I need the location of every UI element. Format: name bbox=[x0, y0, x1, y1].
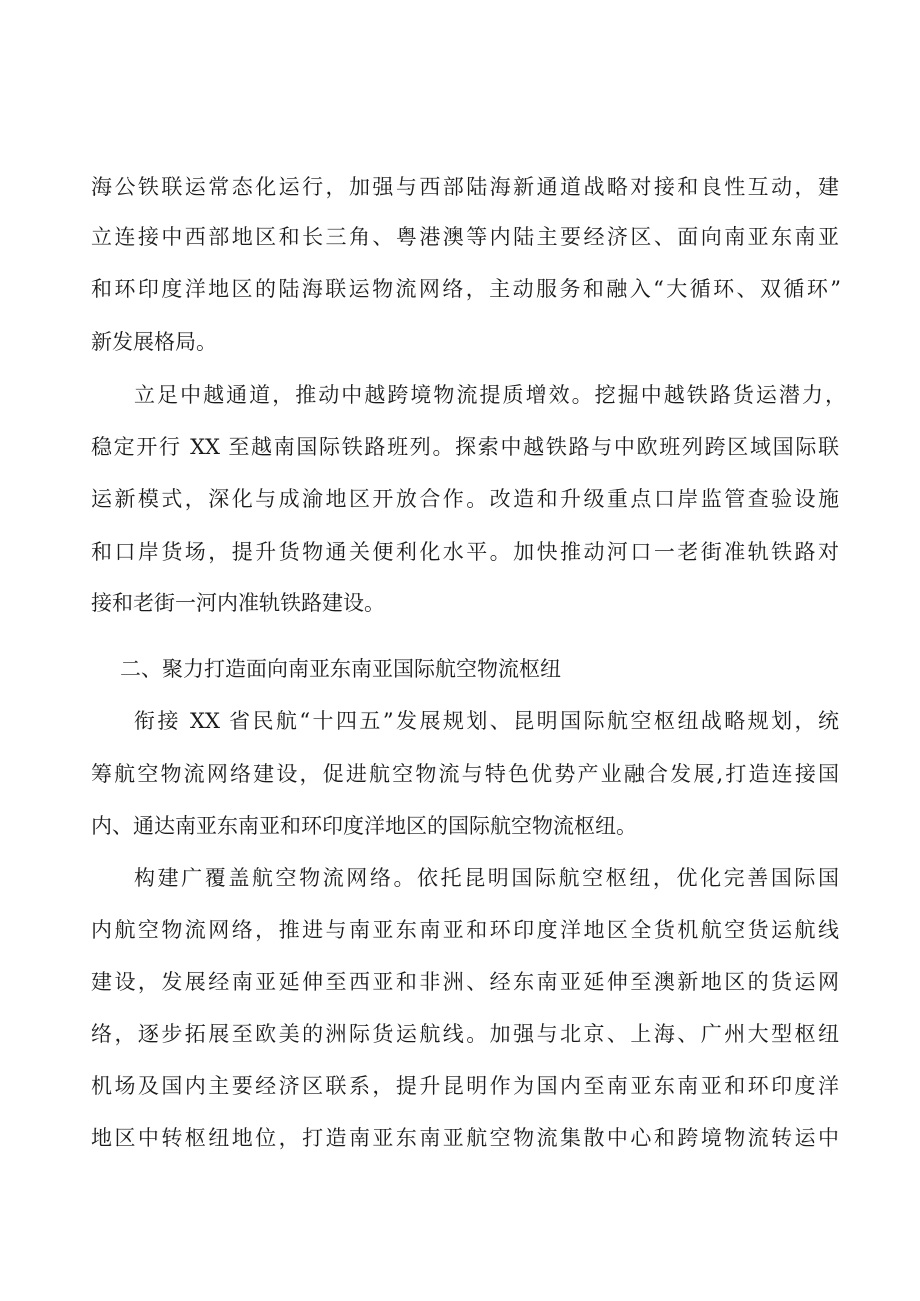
text-line: 地区中转枢纽地位，打造南亚东南亚航空物流集散中心和跨境物流转运中 bbox=[91, 1126, 839, 1150]
text-line: 筹航空物流网络建设，促进航空物流与特色优势产业融合发展,打造连接国 bbox=[91, 762, 839, 786]
text-line: 立连接中西部地区和长三角、粤港澳等内陆主要经济区、面向南亚东南亚 bbox=[91, 225, 839, 249]
text-line: 建设，发展经南亚延伸至西亚和非洲、经东南亚延伸至澳新地区的货运网 bbox=[91, 970, 839, 994]
text-line: 海公铁联运常态化运行，加强与西部陆海新通道战略对接和良性互动，建 bbox=[91, 175, 839, 199]
text-line: 衔接 XX 省民航“十四五”发展规划、昆明国际航空枢纽战略规划，统 bbox=[134, 709, 839, 733]
text-line: 和口岸货场，提升货物通关便利化水平。加快推动河口一老街准轨铁路对 bbox=[91, 540, 839, 564]
text-line: 机场及国内主要经济区联系，提升昆明作为国内至南亚东南亚和环印度洋 bbox=[91, 1074, 839, 1098]
text-line: 内、通达南亚东南亚和环印度洋地区的国际航空物流枢纽。 bbox=[91, 814, 637, 838]
text-line: 和环印度洋地区的陆海联运物流网络，主动服务和融入“大循环、双循环” bbox=[91, 277, 841, 301]
text-line: 内航空物流网络，推进与南亚东南亚和环印度洋地区全货机航空货运航线 bbox=[91, 918, 839, 942]
text-line: 接和老街一河内准轨铁路建设。 bbox=[91, 591, 385, 615]
text-line: 稳定开行 XX 至越南国际铁路班列。探索中越铁路与中欧班列跨区域国际联 bbox=[91, 435, 839, 459]
text-line: 络，逐步拓展至欧美的洲际货运航线。加强与北京、上海、广州大型枢纽 bbox=[91, 1022, 839, 1046]
text-line: 立足中越通道，推动中越跨境物流提质增效。挖掘中越铁路货运潜力， bbox=[134, 383, 846, 407]
section-heading: 二、聚力打造面向南亚东南亚国际航空物流枢纽 bbox=[120, 657, 561, 681]
text-line: 构建广覆盖航空物流网络。依托昆明国际航空枢纽，优化完善国际国 bbox=[134, 866, 839, 890]
text-line: 新发展格局。 bbox=[91, 330, 217, 354]
text-line: 运新模式，深化与成渝地区开放合作。改造和升级重点口岸监管查验设施 bbox=[91, 487, 839, 511]
